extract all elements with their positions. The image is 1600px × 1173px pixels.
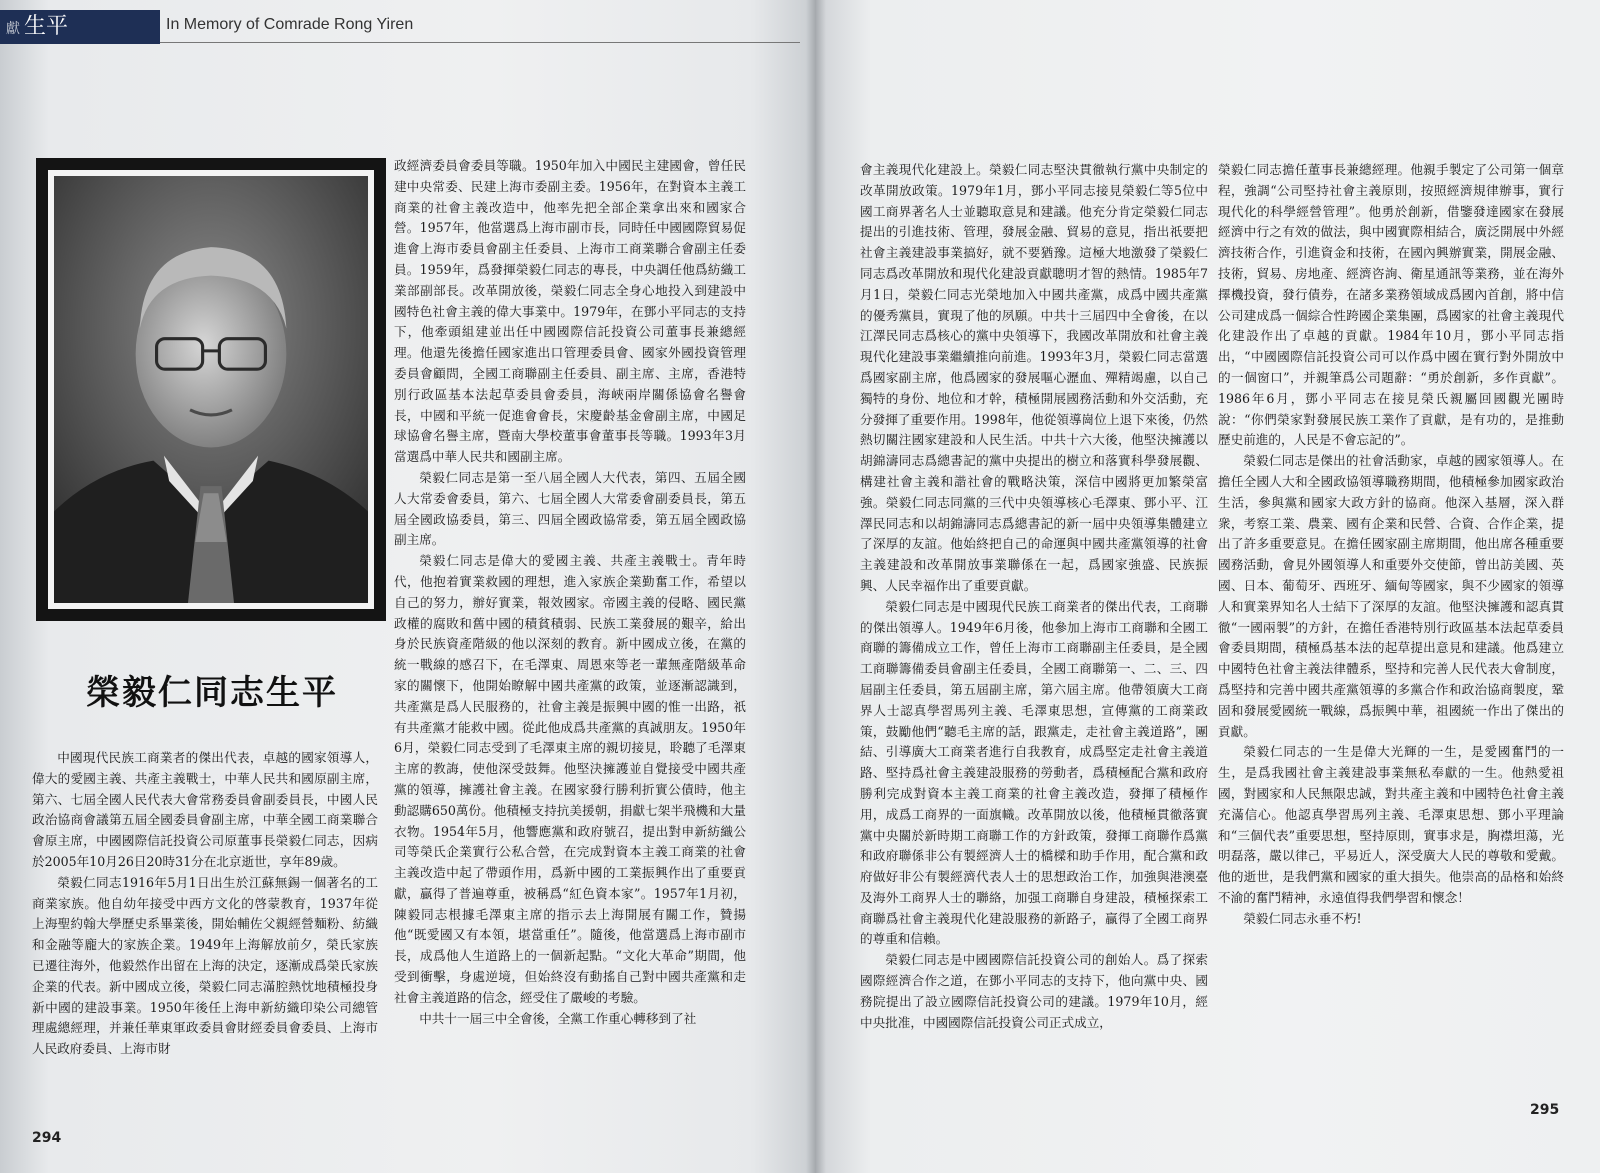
section-tab bbox=[0, 10, 160, 44]
paragraph: 中共十一屆三中全會後，全黨工作重心轉移到了社 bbox=[419, 1010, 697, 1026]
paragraph: 榮毅仁同志擔任董事長兼總經理。他親手製定了公司第一個章程，強調“公司堅持社會主義原則，按照經濟規律辦事，實行現代化的科學經營管理”。他勇於創新，借鑒發達國家在發展經濟中行之有效的做法，與中國實際相結合，廣泛開展中外經濟技術合作，引進資金和技術，在國內興辦實業，開展金融、技術，貿易、房地產、經濟咨詢、衛星通訊等業務，並在海外擇機投資，發行債券，在諸多業務領域成爲國內首創，將中信公司建成爲一個綜合性跨國企業集團，爲國家的社會主義現代化建設作出了卓越的貢獻。1984年10月，鄧小平同志指出，“中國國際信託投資公司可以作爲中國在實行對外開放中的一個窗口”，并親筆爲公司題辭：“勇於創新，多作貢獻”。1986年6月，鄧小平同志在接見榮氏親屬回國觀光團時說：“你們榮家對發展民族工業作了貢獻，是有功的，是推動歷史前進的，人民是不會忘記的”。 bbox=[1218, 162, 1564, 448]
article-column-2 bbox=[394, 156, 746, 1029]
book-gutter bbox=[806, 0, 826, 1173]
section-tab-mark: 獻 bbox=[6, 21, 20, 37]
section-tab-label: 生平 bbox=[24, 14, 69, 39]
portrait-mat bbox=[48, 170, 374, 609]
paragraph: 中國現代民族工商業者的傑出代表，卓越的國家領導人，偉大的愛國主義、共產主義戰士，中華人民共和國原副主席，第六、七屆全國人民代表大會常務委員會副委員長，中國人民政治協商會議第五屆全國委員會副主席，中華全國工商業聯合會原主席，中國國際信託投資公司原董事長榮毅仁同志，因病於2005年10月26日20時31分在北京逝世，享年89歲。 bbox=[32, 750, 378, 869]
article-title: 榮毅仁同志生平 bbox=[86, 673, 338, 713]
article-column-3 bbox=[860, 160, 1208, 1033]
header-subtitle: In Memory of Comrade Rong Yiren bbox=[166, 16, 414, 33]
page-number-left: 294 bbox=[32, 1130, 62, 1146]
paragraph: 榮毅仁同志是中國國際信託投資公司的創始人。爲了探索國際經濟合作之道，在鄧小平同志的支持下，他向黨中央、國務院提出了設立國際信託投資公司的建議。1979年10月，經中央批准，中國國際信託投資公司正式成立， bbox=[860, 952, 1208, 1030]
paragraph: 政經濟委員會委員等職。1950年加入中國民主建國會，曾任民建中央常委、民建上海市委副主委。1956年，在對資本主義工商業的社會主義改造中，他率先把全部企業拿出來和國家合營。1957年，他當選爲上海市副市長，同時任中國國際貿易促進會上海市委員會副主任委員、上海市工商業聯合會副主任委員。1959年，爲發揮榮毅仁同志的專長，中央調任他爲紡織工業部副部長。改革開放後，榮毅仁同志全身心地投入到建設中國特色社會主義的偉大事業中。1979年，在鄧小平同志的支持下，他牽頭組建並出任中國國際信託投資公司董事長兼總經理。他還先後擔任國家進出口管理委員會、國家外國投資管理委員會顧問，全國工商聯副主任委員、副主席、主席，香港特別行政區基本法起草委員會委員，海峽兩岸關係協會名譽會長，中國和平統一促進會會長，宋慶齡基金會副主席，中國足球協會名譽主席，暨南大學校董事會董事長等職。1993年3月當選爲中華人民共和國副主席。 bbox=[394, 158, 746, 465]
portrait-illustration bbox=[54, 176, 368, 603]
portrait-photo bbox=[54, 176, 368, 603]
page-number-right: 295 bbox=[1530, 1102, 1560, 1118]
right-page bbox=[816, 0, 1600, 1173]
paragraph: 榮毅仁同志的一生是偉大光輝的一生，是愛國奮鬥的一生，是爲我國社會主義建設事業無私奉獻的一生。他熱愛祖國，對國家和人民無限忠誠，對共產主義和中國特色社會主義充滿信心。他認真學習馬列主義、毛澤東思想、鄧小平理論和“三個代表”重要思想，堅持原則，實事求是，胸襟坦蕩，光明磊落，嚴以律己，平易近人，深受廣大人民的尊敬和愛戴。他的逝世，是我們黨和國家的重大損失。他崇高的品格和始終不渝的奮鬥精神，永遠值得我們學習和懷念！ bbox=[1218, 744, 1564, 905]
header-rule bbox=[160, 42, 800, 43]
article-column-1 bbox=[32, 748, 378, 1060]
paragraph: 榮毅仁同志1916年5月1日出生於江蘇無錫一個著名的工商業家族。他自幼年接受中西方文化的啓蒙教育，1937年從上海聖約翰大學歷史系畢業後，開始輔佐父親經營麵粉、紡織和金融等龐大的家族企業。1949年上海解放前夕，榮氏家族已遷往海外，他毅然作出留在上海的決定，逐漸成爲榮氏家族企業的代表。新中國成立後，榮毅仁同志滿腔熱忱地積極投身新中國的建設事業。1950年後任上海申新紡織印染公司總管理處總經理，并兼任華東軍政委員會財經委員會委員、上海市人民政府委員、上海市財 bbox=[32, 874, 378, 1057]
paragraph: 榮毅仁同志永垂不朽! bbox=[1243, 910, 1362, 926]
paragraph: 榮毅仁同志是中國現代民族工商業者的傑出代表，工商聯的傑出領導人。1949年6月後，他參加上海市工商聯和全國工商聯的籌備成立工作，曾任上海市工商聯副主任委員，是全國工商聯籌備委員會副主任委員，全國工商聯第一、二、三、四屆副主任委員，第五屆副主席，第六屆主席。他帶領廣大工商界人士認真學習馬列主義、毛澤東思想，宣傳黨的工商業政策，鼓勵他們“聽毛主席的話，跟黨走，走社會主義道路”，團結、引導廣大工商業者進行自我教育，成爲堅定走社會主義道路、堅持爲社會主義建設服務的勞動者，爲積極配合黨和政府勝利完成對資本主義工商業的社會主義改造，發揮了積極作用，成爲工商界的一面旗幟。改革開放以後，他積極貫徹落實黨中央關於新時期工商聯工作的方針政策，發揮工商聯作爲黨和政府聯係非公有製經濟人士的橋樑和助手作用，配合黨和政府做好非公有製經濟代表人士的思想政治工作，加強與港澳臺及海外工商界人士的聯絡，加强工商聯自身建設，積極探索工商聯爲社會主義現代化建設服務的新路子，贏得了全國工商界的尊重和信賴。 bbox=[860, 598, 1208, 947]
page-header bbox=[0, 10, 816, 44]
paragraph: 會主義現代化建設上。榮毅仁同志堅決貫徹執行黨中央制定的改革開放政策。1979年1月，鄧小平同志接見榮毅仁等5位中國工商界著名人士並聽取意見和建議。他充分肯定榮毅仁同志提出的引進技術、管理，發展金融、貿易的意見，指出祇要把社會主義建設事業搞好，就不要猶豫。這極大地激發了榮毅仁同志爲改革開放和現代化建設貢獻聰明才智的熱情。1985年7月1日，榮毅仁同志光榮地加入中國共產黨，成爲中國共產黨的優秀黨員，實現了他的夙願。中共十三屆四中全會後，在以江澤民同志爲核心的黨中央領導下，我國改革開放和社會主義現代化建設事業繼續推向前進。1993年3月，榮毅仁同志當選爲國家副主席，他爲國家的發展嘔心瀝血、殫精竭慮，以自己獨特的身份、地位和才幹，積極開展國務活動和外交活動，充分發揮了重要作用。1998年，他從領導崗位上退下來後，仍然熱切關注國家建設和人民生活。中共十六大後，他堅決擁護以胡錦濤同志爲總書記的黨中央提出的樹立和落實科學發展觀、構建社會主義和諧社會的戰略決策，深信中國將更加繁榮富強。榮毅仁同志同黨的三代中央領導核心毛澤東、鄧小平、江澤民同志和以胡錦濤同志爲總書記的新一屆中央領導集體建立了深厚的友誼。他始終把自己的命運與中國共產黨領導的社會主義建設和改革開放事業聯係在一起，爲國家強盛、民族振興、人民幸福作出了重要貢獻。 bbox=[860, 162, 1208, 593]
paragraph: 榮毅仁同志是第一至八屆全國人大代表，第四、五屆全國人大常委會委員，第六、七屆全國人大常委會副委員長，第五屆全國政協委員，第三、四屆全國政協常委，第五屆全國政協副主席。 bbox=[394, 469, 746, 548]
article-column-4 bbox=[1218, 160, 1564, 929]
portrait-frame bbox=[36, 158, 386, 621]
paragraph: 榮毅仁同志是偉大的愛國主義、共產主義戰士。青年時代，他抱着實業救國的理想，進入家族企業勤奮工作，希望以自己的努力，辦好實業，報效國家。帝國主義的侵略、國民黨政權的腐敗和舊中國的積貧積弱、民族工業發展的艱辛，給出身於民族資產階級的他以深刻的教育。新中國成立後，在黨的統一戰線的感召下，在毛澤東、周恩來等老一輩無產階級革命家的關懷下，他開始瞭解中國共產黨的政策，並逐漸認識到，共產黨是爲人民服務的，社會主義是振興中國的惟一出路，祇有共產黨才能救中國。從此他成爲共產黨的真誠朋友。1950年6月，榮毅仁同志受到了毛澤東主席的親切接見，聆聽了毛澤東主席的教誨，使他深受鼓舞。他堅決擁護並自覺接受中國共產黨的領導，擁護社會主義。在國家發行勝利折實公債時，他主動認購650萬份。他積極支持抗美援朝，捐獻七架半飛機和大量衣物。1954年5月，他響應黨和政府號召，提出對申新紡織公司等榮氏企業實行公私合營，在完成對資本主義工商業的社會主義改造中起了帶頭作用，爲新中國的工業振興作出了重要貢獻，贏得了普遍尊重，被稱爲“紅色資本家”。1957年1月初，陳毅同志根據毛澤東主席的指示去上海開展有關工作，贊揚他“既愛國又有本領，堪當重任”。隨後，他當選爲上海市副市長，成爲他人生道路上的一個新起點。“文化大革命”期間，他受到衝擊，身處逆境，但始終沒有動搖自己對中國共產黨和走社會主義道路的信念，經受住了嚴峻的考驗。 bbox=[394, 553, 746, 1005]
paragraph: 榮毅仁同志是傑出的社會活動家，卓越的國家領導人。在擔任全國人大和全國政協領導職務期間，他積極參加國家政治生活，參與黨和國家大政方針的協商。他深入基層，深入群衆，考察工業、農業、國有企業和民營、合資、合作企業，提出了許多重要意見。在擔任國家副主席期間，他出席各種重要國務活動，會見外國領導人和重要外交使節，曾出訪美國、英國、日本、葡萄牙、西班牙、緬甸等國家，與不少國家的領導人和實業界知名人士結下了深厚的友誼。他堅決擁護和認真貫徹“一國兩製”的方針，在擔任香港特別行政區基本法起草委員會委員期間，積極爲基本法的起草提出意見和建議。他爲建立中國特色社會主義法律體系，堅持和完善人民代表大會制度，爲堅持和完善中國共產黨領導的多黨合作和政治協商製度，鞏固和發展愛國統一戰線，爲振興中華，祖國統一作出了傑出的貢獻。 bbox=[1218, 453, 1564, 739]
